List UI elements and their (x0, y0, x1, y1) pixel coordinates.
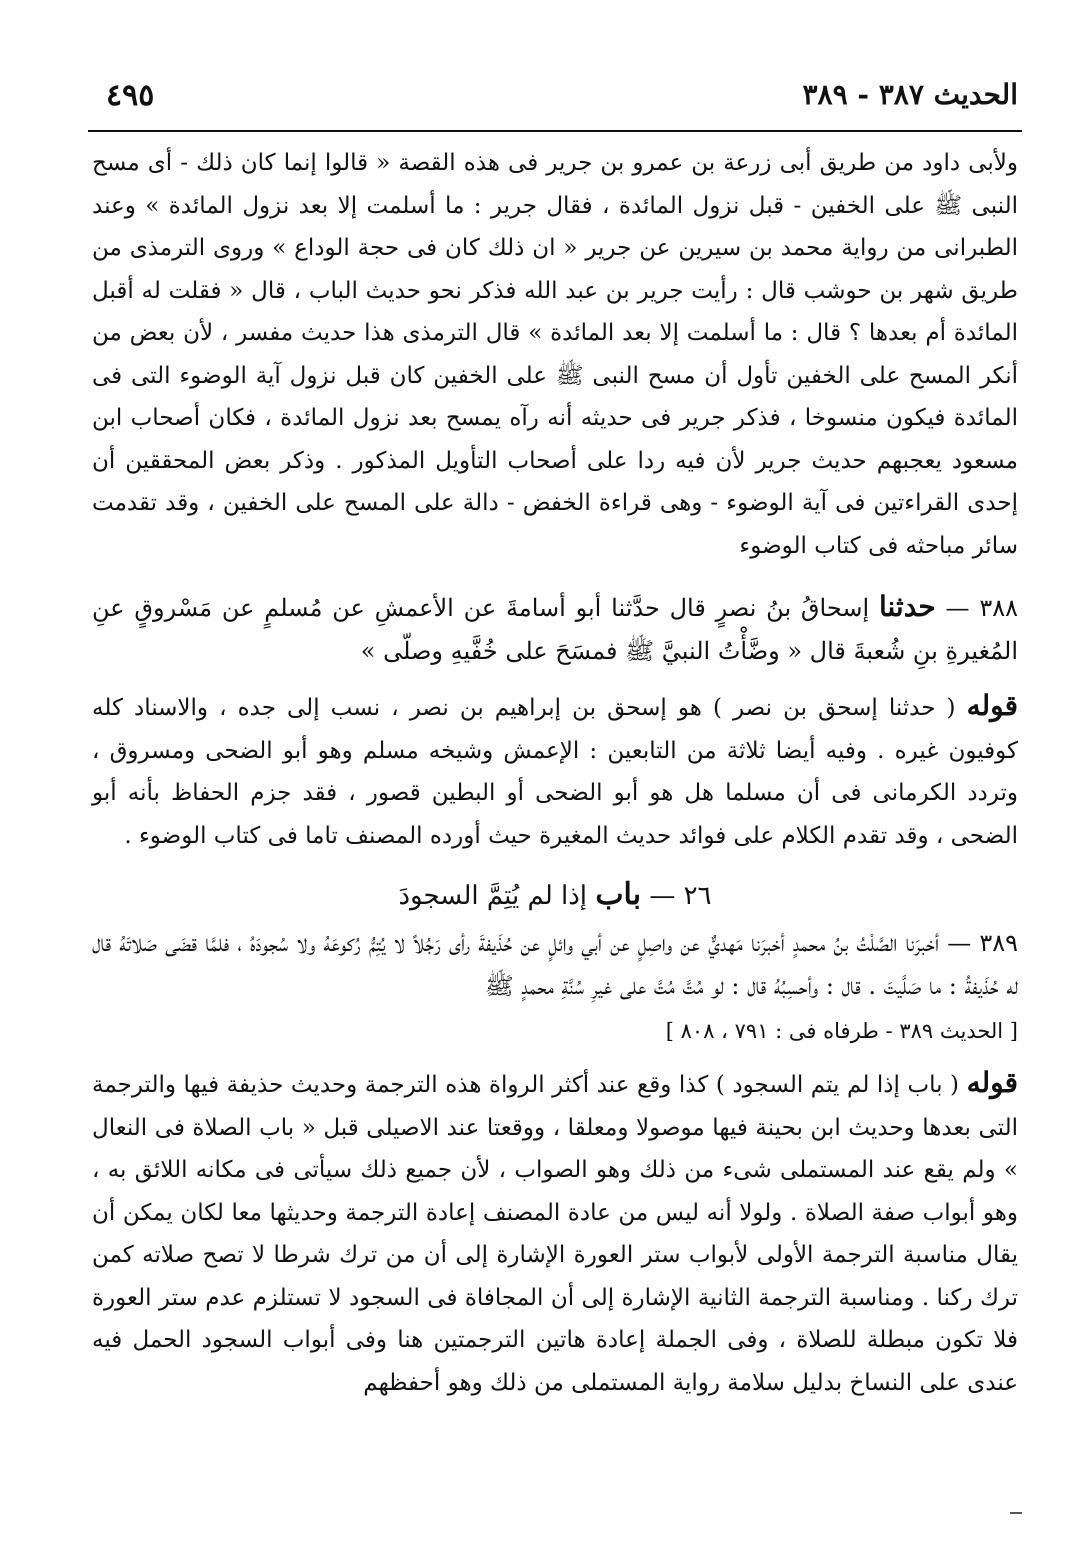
chapter-title: إذا لم يُتِمَّ السجودَ (398, 881, 588, 911)
spacer (92, 1050, 1018, 1062)
hadith-388 (92, 585, 1018, 673)
hadith-text: إسحاقُ بنُ نصرٍ قال حدَّثنا أبو أسامةَ عن الأعمشِ عن مُسلمٍ عن مَسْروقٍ عنِ المُغيرةِ بنِ شُعبةَ قال « وضَّأْتُ النبيَّ ﷺ فمسَحَ على خُفَّيهِ وصلّى » (92, 594, 1018, 665)
chapter-heading (92, 869, 1018, 922)
hadith-389 (92, 922, 1018, 1008)
page-body (92, 142, 1018, 1404)
commentary-keyword: قوله (966, 1066, 1019, 1099)
commentary-keyword: قوله (966, 689, 1019, 722)
page-header (92, 78, 1018, 128)
spacer (92, 857, 1018, 869)
hadith-number: ٣٨٨ — (945, 594, 1019, 622)
commentary-text: ( باب إذا لم يتم السجود ) كذا وقع عند أكثر الرواة هذه الترجمة وحديث حذيفة فيها والترجمة التى بعدها وحديث ابن بحينة فيها موصولا ومعلقا ، ووقعتا عند الاصيلى قبل « باب الصلاة فى النعال » ولم يقع عند المستملى شىء من ذلك وهو الصواب ، لأن جميع ذلك سيأتى فى مكانه اللائق به ، وهو أبواب صفة الصلاة . ولولا أنه ليس من عادة المصنف إعادة الترجمة وحديثها معا لكان يمكن أن يقال مناسبة الترجمة الأولى لأبواب ستر العورة الإشارة إلى أن من ترك شرطا لا تصح صلاته كمن ترك ركنا . ومناسبة الترجمة الثانية الإشارة إلى أن المجافاة فى السجود لا تستلزم عدم ستر العورة فلا تكون مبطلة للصلاة ، وفى الجملة إعادة هاتين الترجمتين هنا وفى أبواب السجود الحمل فيه عندى على النساخ بدليل سلامة رواية المستملى من ذلك وهو أحفظهم (92, 1072, 1019, 1396)
hadith-text: أخبرَنا الصَّلْتُ بنُ محمدٍ أخبرَنا مَهديٌّ عن واصِلٍ عن أبي وائلٍ عن حُذَيفةَ رأى رَجُلاً لا يُتِمُّ رُكوعَهُ ولا سُجودَهُ ، فلمَّا قضَى صَلاتَهُ قال له حُذَيفةُ : ما صَلَّيتَ . قال : وأحسِبُهُ قال : لو مُتَّ مُتَّ على غيرِ سُنَّةِ محمدٍ ﷺ (92, 929, 1018, 1000)
spacer (92, 567, 1018, 585)
chapter-bab-label: باب (595, 877, 642, 912)
hadith-cross-reference: [ الحديث ٣٨٩ - طرفاه فى : ٧٩١ ، ٨٠٨ ] (665, 1019, 1018, 1043)
commentary-paragraph-1: ولأبى داود من طريق أبى زرعة بن عمرو بن جرير فى هذه القصة « قالوا إنما كان ذلك - أى مسح النبى ﷺ على الخفين - قبل نزول المائدة ، فقال جرير : ما أسلمت إلا بعد نزول المائدة » وعند الطبرانى من رواية محمد بن سيرين عن جرير « ان ذلك كان فى حجة الوداع » وروى الترمذى من طريق شهر بن حوشب قال : رأيت جرير بن عبد الله فذكر نحو حديث الباب ، قال « فقلت له أقبل المائدة أم بعدها ؟ قال : ما أسلمت إلا بعد المائدة » قال الترمذى هذا حديث مفسر ، لأن بعض من أنكر المسح على الخفين تأول أن مسح النبى ﷺ على الخفين كان قبل نزول آية الوضوء التى فى المائدة فيكون منسوخا ، فذكر جرير فى حديثه أنه رآه يمسح بعد نزول المائدة ، فكان أصحاب ابن مسعود يعجبهم حديث جرير لأن فيه ردا على أصحاب التأويل المذكور . وذكر بعض المحققين أن إحدى القراءتين فى آية الوضوء - وهى قراءة الخفض - دالة على المسح على الخفين ، وقد تقدمت سائر مباحثه فى كتاب الوضوء (92, 150, 1018, 559)
footer-mark (1010, 1512, 1022, 1514)
commentary-paragraph-3 (92, 1062, 1018, 1404)
page-number: ٤٩٥ (106, 78, 155, 113)
hadith-keyword: حدثنا (878, 590, 936, 623)
spacer (92, 673, 1018, 685)
commentary-paragraph-2 (92, 685, 1018, 857)
commentary-text: ( حدثنا إسحق بن نصر ) هو إسحق بن إبراهيم بن نصر ، نسب إلى جده ، والاسناد كله كوفيون غيره . وفيه أيضا ثلاثة من التابعين : الإعمش وشيخه مسلم وهو أبو الضحى ومسروق ، وتردد الكرمانى فى أن مسلما هل هو أبو الضحى أو البطين قصور ، فقد جزم الحفاظ بأنه أبو الضحى ، وقد تقدم الكلام على فوائد حديث المغيرة حيث أورده المصنف تاما فى كتاب الوضوء . (92, 695, 1019, 849)
header-rule (88, 130, 1022, 132)
running-head: الحديث ٣٨٧ - ٣٨٩ (802, 78, 1018, 111)
hadith-number: ٣٨٩ — (947, 929, 1018, 957)
chapter-number: ٢٦ — (649, 881, 712, 911)
